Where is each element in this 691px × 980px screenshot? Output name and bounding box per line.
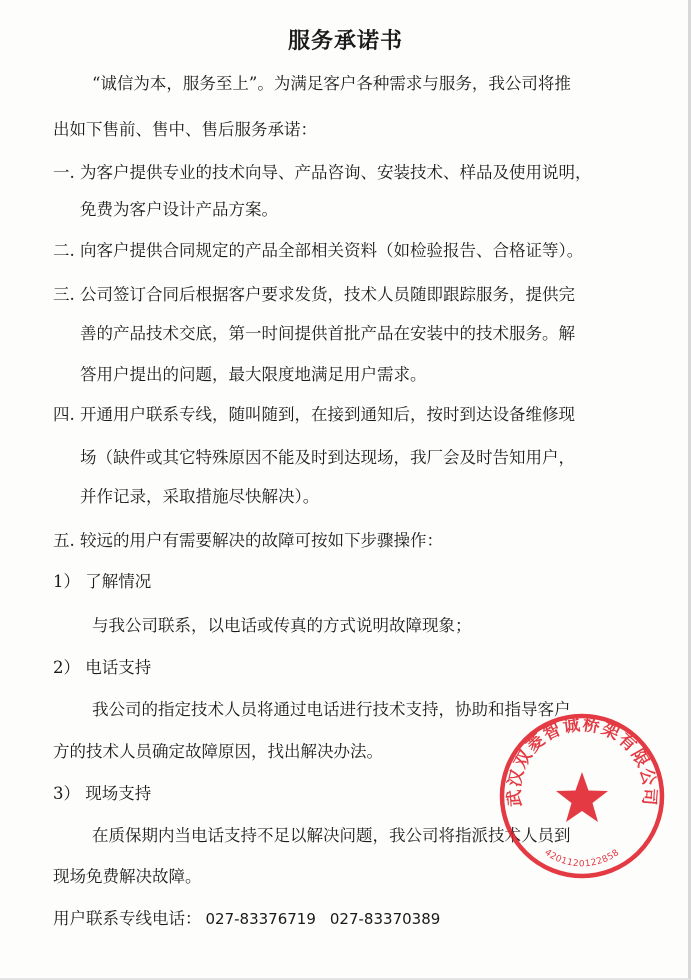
step-1-line-1: 与我公司联系，以电话或传真的方式说明故障现象； xyxy=(92,616,472,635)
intro-line-1: “诚信为本，服务至上”。为满足客户各种需求与服务，我公司将推 xyxy=(92,74,571,93)
company-seal xyxy=(498,712,666,880)
step-3-line-1: 在质保期内当电话支持不足以解决问题，我公司将指派技术人员到 xyxy=(92,826,571,845)
document-title: 服务承诺书 xyxy=(287,28,403,54)
item-three-line-1: 三. 公司签订合同后根据客户要求发货，技术人员随即跟踪服务，提供完 xyxy=(53,285,575,304)
contact-phone-1: 027-83376719 xyxy=(205,910,316,928)
item-two-line-1: 二. 向客户提供合同规定的产品全部相关资料（如检验报告、合格证等）。 xyxy=(53,241,584,260)
step-1-heading: 1） 了解情况 xyxy=(53,572,152,591)
seal-company-name: 武汉双菱智诚桥架有限公司 xyxy=(504,714,660,808)
item-four-line-1: 四. 开通用户联系专线，随叫随到，在接到通知后，按时到达设备维修现 xyxy=(53,405,575,424)
item-one-line-1: 一. 为客户提供专业的技术向导、产品咨询、安装技术、样品及使用说明， xyxy=(53,163,592,182)
step-3-heading: 3） 现场支持 xyxy=(53,784,152,803)
seal-code: 4201120122858 xyxy=(542,847,622,870)
item-four-line-2: 场（缺件或其它特殊原因不能及时到达现场，我厂会及时告知用户， xyxy=(80,448,575,467)
contact-line xyxy=(53,908,440,930)
step-2-line-1: 我公司的指定技术人员将通过电话进行技术支持，协助和指导客户 xyxy=(92,700,571,719)
item-three-line-2: 善的产品技术交底，第一时间提供首批产品在安装中的技术服务。解 xyxy=(80,324,575,343)
item-five-line: 五. 较远的用户有需要解决的故障可按如下步骤操作： xyxy=(53,531,443,550)
intro-line-2: 出如下售前、售中、售后服务承诺： xyxy=(53,120,317,139)
item-three-line-3: 答用户提出的问题，最大限度地满足用户需求。 xyxy=(80,365,427,384)
item-one-line-2: 免费为客户设计产品方案。 xyxy=(80,200,278,219)
step-2-heading: 2） 电话支持 xyxy=(53,658,152,677)
step-2-line-2: 方的技术人员确定故障原因，找出解决办法。 xyxy=(53,742,383,761)
contact-label: 用户联系专线电话： xyxy=(53,909,202,928)
seal-star xyxy=(556,772,608,822)
item-four-line-3: 并作记录，采取措施尽快解决）。 xyxy=(80,487,320,506)
step-3-line-2: 现场免费解决故障。 xyxy=(53,867,202,886)
contact-phone-2: 027-83370389 xyxy=(329,910,441,928)
